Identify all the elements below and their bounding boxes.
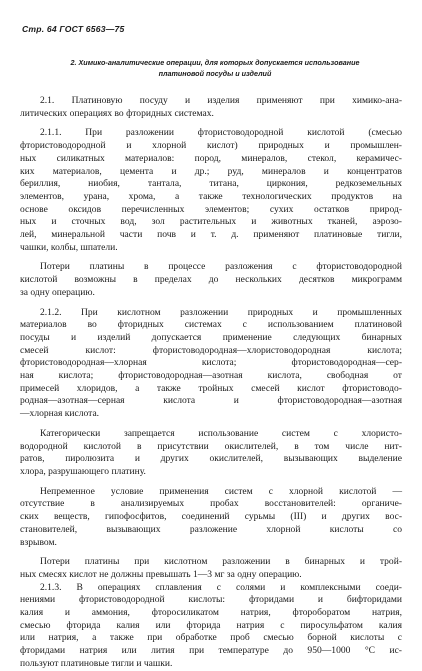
- text-line: ных смесях кислот не должны превышать 1—3 мг за одну операцию.: [20, 568, 302, 580]
- text-line: смесей кислот: фтористоводородная—хлористоводородная кислота;: [20, 344, 402, 356]
- text-line: Потери платины в процессе разложения с фтористоводородной: [40, 261, 402, 273]
- section-title-line: 2. Химико-аналитические операции, для которых допускается использование: [70, 58, 360, 67]
- paragraph: [20, 582, 402, 671]
- text-line: калия и аммония, фторосиликатом натрия, фтороборатом натрия,: [20, 607, 402, 619]
- text-line: элементов, урана, хрома, а также технологических продуктов на: [20, 190, 402, 202]
- text-line: 2.1.3. В операциях сплавления с солями и комплексными соеди-: [40, 581, 402, 593]
- text-line: 2.1.2. При кислотном разложении природных и промышленных: [40, 306, 402, 318]
- text-line: 2.1. Платиновую посуду и изделия применяют при химико-ана-: [40, 95, 402, 106]
- text-line: бериллия, ниобия, тантала, титана, циркония, редкоземельных: [20, 178, 402, 190]
- text-line: 2.1.1. При разложении фтористоводородной кислотой (смесью: [40, 127, 402, 139]
- text-line: хлора, разрушающего платину.: [20, 465, 146, 477]
- text-line: пользуют платиновые тигли и чашки.: [20, 657, 173, 669]
- text-line: фтористоводородная—хлорная кислота; фтористоводородная—сер-: [20, 357, 402, 369]
- page-header: Стр. 64 ГОСТ 6563—75: [22, 24, 125, 34]
- text-line: становителей, вызывающих разложение хлорной кислоты со: [20, 523, 402, 535]
- text-line: чашки, колбы, шпатели.: [20, 241, 118, 253]
- text-line: родная—азотная—серная кислота и фтористоводородная—азотная: [20, 395, 402, 407]
- text-line: фтористоводородной и хлорной кислот) природных и промышлен-: [20, 140, 402, 152]
- text-line: смесью фторида калия или фторида натрия с пиросульфатом калия: [20, 619, 402, 631]
- text-line: ких материалов, цемента и др.; руд, минералов и концентратов: [20, 165, 402, 177]
- section-title-line: платиновой посуды и изделий: [158, 69, 272, 78]
- text-line: основе оксидов перечисленных элементов; сухих остатков природ-: [20, 203, 402, 215]
- text-line: нениями фтористоводородной кислоты: фторидами и бифторидами: [20, 594, 402, 606]
- paragraph: [20, 486, 402, 550]
- text-line: —хлорная кислота.: [20, 408, 100, 420]
- text-line: Потери платины при кислотном разложении в бинарных и трой-: [40, 556, 402, 568]
- section-title: [30, 57, 400, 79]
- text-line: за одну операцию.: [20, 286, 95, 298]
- text-line: кислотой возможны в пределах до нескольких десятков микрограмм: [20, 274, 402, 286]
- text-line: литических операциях во фторидных системах.: [20, 107, 214, 119]
- text-line: ских веществ, гипофосфитов, соединений сурьмы (III) и других вос-: [20, 511, 402, 523]
- text-line: лей, минеральной части почв и т. д. применяют платиновые тигли,: [20, 229, 402, 241]
- text-line: ных силикатных материалов: пород, минералов, стекол, керамичес-: [20, 152, 402, 164]
- paragraph: [20, 127, 402, 254]
- text-line: Непременное условие применения систем с хлорной кислотой —: [40, 485, 402, 497]
- paragraph: [20, 428, 402, 479]
- paragraph: [20, 261, 402, 299]
- text-line: водородной кислотой в присутствии окислителей, в том числе нит-: [20, 440, 402, 452]
- paragraph: [20, 556, 402, 581]
- paragraph: [20, 95, 402, 120]
- text-line: материалов во фторидных системах с использованием платиновой: [20, 319, 402, 331]
- text-line: ная кислота; фтористоводородная—азотная кислота, свободная от: [20, 370, 402, 382]
- text-line: фторидами натрия или лития при температуре до 950—1000 °С ис-: [20, 645, 402, 657]
- text-line: ных и сточных вод, зол растительных и животных тканей, аэрозо-: [20, 216, 402, 228]
- text-line: взрывом.: [20, 536, 57, 548]
- paragraph: [20, 307, 402, 421]
- text-line: отсутствие в анализируемых пробах восстановителей: органиче-: [20, 498, 402, 510]
- text-line: посуды и изделий допускается применение следующих бинарных: [20, 331, 402, 343]
- text-line: или натрия, а также при обработке проб смесью борной кислоты с: [20, 632, 402, 644]
- text-line: Категорически запрещается использование систем с хлористо-: [40, 427, 402, 439]
- text-line: примесей хлоридов, а также тройных смесей кислот фтористоводо-: [20, 382, 402, 394]
- document-body: [20, 95, 402, 671]
- text-line: ратов, пиролюзита и других окислителей, вызывающих выделение: [20, 453, 402, 465]
